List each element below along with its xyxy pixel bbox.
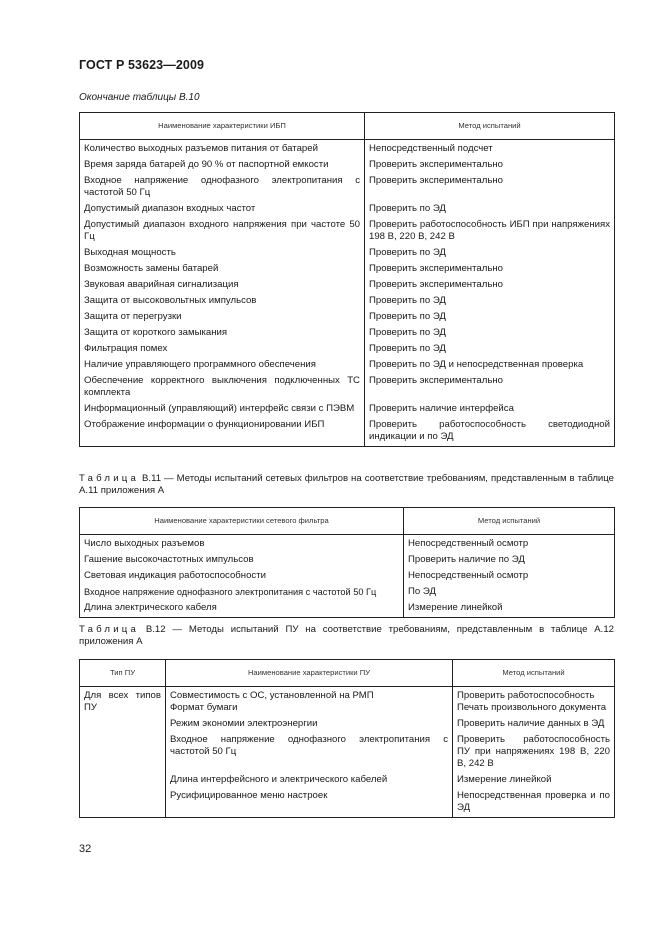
table-b11-header-characteristic: Наименование характеристики сетевого фильтра <box>80 508 404 535</box>
table-cell: Измерение линейкой <box>453 772 615 788</box>
table-row <box>80 357 615 373</box>
table-b11-title <box>79 473 614 497</box>
table-row <box>80 687 615 703</box>
table-row <box>80 552 615 568</box>
table-row <box>80 584 615 600</box>
table-cell: Непосредственный осмотр <box>404 568 615 584</box>
table-cell: Число выходных разъемов <box>80 535 404 553</box>
table-row <box>80 217 615 245</box>
table-title-text: В.11 — Методы испытаний сетевых фильтров на соответствие требованиям, представленным в таблице А.11 приложения А <box>79 473 615 496</box>
table-cell: Проверить экспериментально <box>365 157 615 173</box>
table-b10 <box>79 112 615 447</box>
table-cell: Проверить работоспособность ИБП при напряжениях 198 В, 220 В, 242 В <box>365 217 615 245</box>
table-cell: Проверить наличие интерфейса <box>365 401 615 417</box>
table-cell: Проверить по ЭД и непосредственная проверка <box>365 357 615 373</box>
table-b12-header-characteristic: Наименование характеристики ПУ <box>166 660 453 687</box>
table-b11-header-method: Метод испытаний <box>404 508 615 535</box>
table-cell: Проверить работоспособность светодиодной индикации и по ЭД <box>365 417 615 447</box>
table-cell: Проверить по ЭД <box>365 201 615 217</box>
table-row <box>80 293 615 309</box>
table-b10-header-method: Метод испытаний <box>365 113 615 140</box>
table-cell: Обеспечение корректного выключения подключенных ТС комплекта <box>80 373 365 401</box>
table-cell: Проверить экспериментально <box>365 261 615 277</box>
table-b12 <box>79 659 615 818</box>
table-cell: Проверить работоспособность <box>453 687 615 703</box>
table-b11 <box>79 507 615 618</box>
table-cell: Непосредственный осмотр <box>404 535 615 553</box>
table-cell: Проверить экспериментально <box>365 277 615 293</box>
table-cell: Проверить по ЭД <box>365 293 615 309</box>
table-cell: Проверить наличие данных в ЭД <box>453 716 615 732</box>
table-label: Таблица <box>79 473 140 484</box>
table-cell: Измерение линейкой <box>404 600 615 618</box>
table-cell: Входное напряжение однофазного электропитания с частотой 50 Гц <box>166 732 453 772</box>
table-cell: Информационный (управляющий) интерфейс связи с ПЭВМ <box>80 401 365 417</box>
table-cell: Защита от перегрузки <box>80 309 365 325</box>
table-row <box>80 373 615 401</box>
table-cell: Допустимый диапазон входных частот <box>80 201 365 217</box>
table-b10-caption: Окончание таблицы В.10 <box>79 92 200 103</box>
table-cell: Возможность замены батарей <box>80 261 365 277</box>
table-cell: Совместимость с ОС, установленной на РМП <box>166 687 453 703</box>
table-cell-type: Для всех типов ПУ <box>80 687 166 818</box>
table-row <box>80 277 615 293</box>
table-cell: Режим экономии электроэнергии <box>166 716 453 732</box>
table-cell: Печать произвольного документа <box>453 702 615 716</box>
table-cell: Защита от короткого замыкания <box>80 325 365 341</box>
table-cell: Проверить экспериментально <box>365 173 615 201</box>
table-cell: Проверить по ЭД <box>365 309 615 325</box>
table-cell: Входное напряжение однофазного электропитания с частотой 50 Гц <box>80 173 365 201</box>
table-row <box>80 401 615 417</box>
table-cell: Входное напряжение однофазного электропитания с частотой 50 Гц <box>80 584 404 600</box>
table-cell: Русифицированное меню настроек <box>166 788 453 818</box>
page-number: 32 <box>79 843 92 855</box>
table-row <box>80 600 615 618</box>
table-cell: Проверить работоспособность ПУ при напряжениях 198 В, 220 В, 242 В <box>453 732 615 772</box>
table-row <box>80 157 615 173</box>
table-cell: Выходная мощность <box>80 245 365 261</box>
table-row <box>80 245 615 261</box>
table-cell: По ЭД <box>404 584 615 600</box>
table-cell: Проверить экспериментально <box>365 373 615 401</box>
table-row <box>80 325 615 341</box>
table-row <box>80 173 615 201</box>
table-b10-header-characteristic: Наименование характеристики ИБП <box>80 113 365 140</box>
table-cell: Наличие управляющего программного обеспечения <box>80 357 365 373</box>
table-cell: Проверить по ЭД <box>365 341 615 357</box>
table-cell: Защита от высоковольтных импульсов <box>80 293 365 309</box>
table-row <box>80 535 615 553</box>
table-row <box>80 309 615 325</box>
table-cell: Формат бумаги <box>166 702 453 716</box>
table-cell: Допустимый диапазон входного напряжения при частоте 50 Гц <box>80 217 365 245</box>
table-title-text: В.12 — Методы испытаний ПУ на соответствие требованиям, представленным в таблице А.12 приложения А <box>79 624 614 647</box>
table-row <box>80 140 615 158</box>
table-cell: Проверить наличие по ЭД <box>404 552 615 568</box>
table-label: Таблица <box>79 624 140 635</box>
table-cell: Гашение высокочастотных импульсов <box>80 552 404 568</box>
table-cell: Длина интерфейсного и электрического кабелей <box>166 772 453 788</box>
table-cell: Фильтрация помех <box>80 341 365 357</box>
document-header: ГОСТ Р 53623—2009 <box>79 58 205 72</box>
table-cell: Проверить по ЭД <box>365 325 615 341</box>
table-row <box>80 417 615 447</box>
table-row <box>80 201 615 217</box>
table-cell: Проверить по ЭД <box>365 245 615 261</box>
table-b12-header-type: Тип ПУ <box>80 660 166 687</box>
table-cell: Непосредственный подсчет <box>365 140 615 158</box>
table-b12-title <box>79 624 614 648</box>
table-row <box>80 341 615 357</box>
table-cell: Непосредственная проверка и по ЭД <box>453 788 615 818</box>
table-cell: Время заряда батарей до 90 % от паспортной емкости <box>80 157 365 173</box>
table-cell: Длина электрического кабеля <box>80 600 404 618</box>
table-cell: Отображение информации о функционировании ИБП <box>80 417 365 447</box>
table-row <box>80 568 615 584</box>
table-cell: Звуковая аварийная сигнализация <box>80 277 365 293</box>
table-row <box>80 261 615 277</box>
table-b12-header-method: Метод испытаний <box>453 660 615 687</box>
table-cell: Количество выходных разъемов питания от батарей <box>80 140 365 158</box>
table-cell: Световая индикация работоспособности <box>80 568 404 584</box>
